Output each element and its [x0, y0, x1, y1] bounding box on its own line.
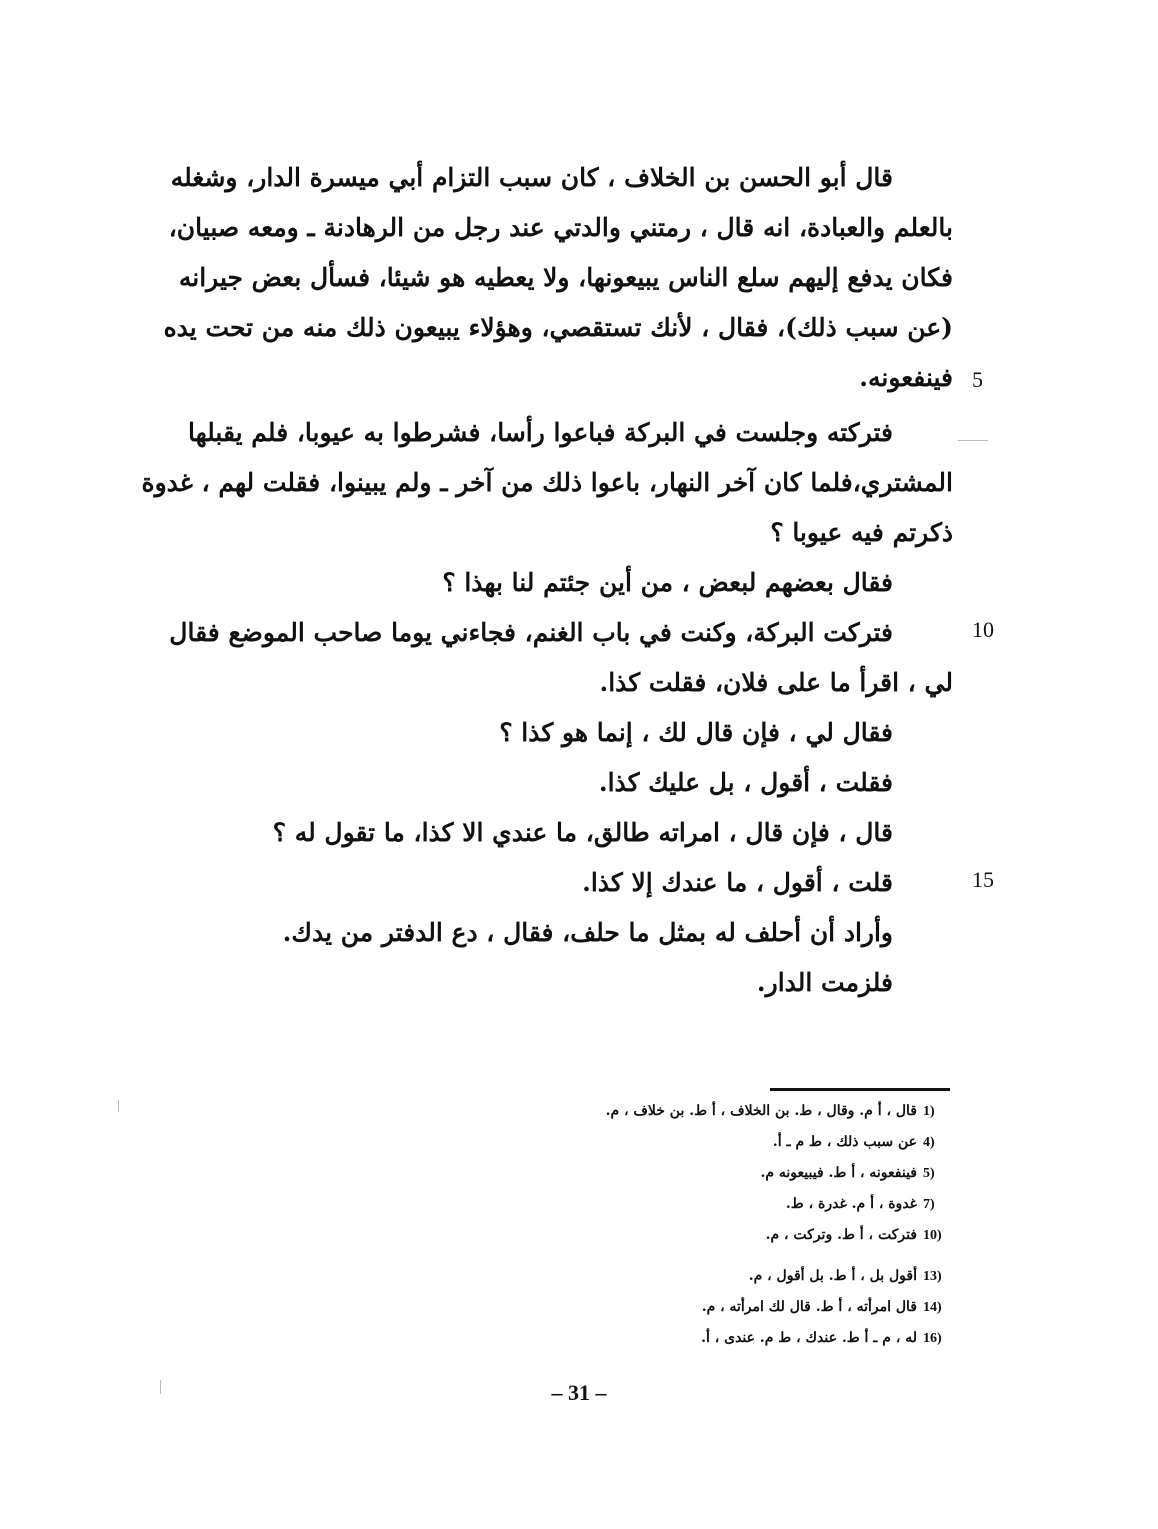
footnote — [393, 1160, 953, 1191]
body-line: فلزمت الدار. — [756, 968, 893, 997]
footnote — [393, 1294, 953, 1325]
body-line: فكان يدفع إليهم سلع الناس يبيعونها، ولا يعطيه هو شيئا، فسأل بعض جيرانه — [178, 263, 953, 292]
footnote-text: فتركت ، أ ط. وتركت ، م. — [765, 1227, 917, 1243]
footnote-text: فينفعونه ، أ ط. فيبيعونه م. — [760, 1165, 917, 1181]
footnote-text: قال امرأته ، أ ط. قال لك امرأته ، م. — [701, 1299, 917, 1315]
body-line: فتركت البركة، وكنت في باب الغنم، فجاءني يوما صاحب الموضع فقال — [169, 618, 893, 647]
footnote-number: 1) — [923, 1104, 935, 1119]
body-line: المشتري،فلما كان آخر النهار، باعوا ذلك من آخر ـ ولم يبينوا، فقلت لهم ، غدوة — [141, 468, 953, 497]
line-number: 15 — [972, 867, 994, 892]
body-line: فقلت ، أقول ، بل عليك كذا. — [598, 768, 893, 797]
body-line: قلت ، أقول ، ما عندك إلا كذا. — [582, 868, 893, 897]
footnote-number: 7) — [923, 1197, 935, 1212]
footnote-number: 14) — [923, 1300, 942, 1315]
line-number: 5 — [972, 367, 983, 392]
footnote — [393, 1325, 953, 1356]
footnote-text: أقول بل ، أ ط. بل أقول ، م. — [748, 1268, 917, 1284]
footnote-number: 13) — [923, 1269, 942, 1284]
footnote-text: غدوة ، أ م. غدرة ، ط. — [785, 1196, 917, 1212]
footnote — [393, 1263, 953, 1294]
footnote-number: 5) — [923, 1166, 935, 1181]
body-line: فقال لي ، فإن قال لك ، إنما هو كذا ؟ — [499, 718, 893, 747]
footnote-text: عن سبب ذلك ، ط م ـ أ. — [772, 1134, 917, 1150]
body-line: قال أبو الحسن بن الخلاف ، كان سبب التزام أبي ميسرة الدار، وشغله — [170, 163, 893, 192]
body-line: فقال بعضهم لبعض ، من أين جئتم لنا بهذا ؟ — [442, 568, 893, 597]
footnotes — [393, 1098, 953, 1356]
body-line: (عن سبب ذلك)، فقال ، لأنك تستقصي، وهؤلاء يبيعون ذلك منه من تحت يده — [163, 313, 953, 342]
scan-speck — [118, 1100, 119, 1112]
footnote-text: له ، م ـ أ ط. عندك ، ط م. عندى ، أ. — [701, 1330, 917, 1346]
body-line: بالعلم والعبادة، انه قال ، رمتني والدتي عند رجل من الرهادنة ـ ومعه صبيان، — [168, 213, 953, 242]
body-line: قال ، فإن قال ، امراته طالق، ما عندي الا كذا، ما تقول له ؟ — [272, 818, 893, 847]
body-line: ذكرتم فيه عيوبا ؟ — [770, 518, 953, 547]
body-line: لي ، اقرأ ما على فلان، فقلت كذا. — [599, 668, 953, 697]
footnote-text: قال ، أ م. وقال ، ط. بن الخلاف ، أ ط. بن خلاف ، م. — [605, 1103, 917, 1119]
footnote-separator — [770, 1088, 950, 1091]
footnote — [393, 1222, 953, 1253]
scan-speck — [160, 1380, 161, 1394]
footnote — [393, 1098, 953, 1129]
body-line: فتركته وجلست في البركة فباعوا رأسا، فشرطوا به عيوبا، فلم يقبلها — [188, 418, 893, 447]
body-line: وأراد أن أحلف له بمثل ما حلف، فقال ، دع الدفتر من يدك. — [282, 918, 893, 947]
body-line: فينفعونه. — [859, 363, 953, 392]
footnote-number: 4) — [923, 1135, 935, 1150]
footnote-number: 16) — [923, 1331, 942, 1346]
page-number: – 31 – — [551, 1380, 607, 1405]
footnote — [393, 1191, 953, 1222]
footnote-number: 10) — [923, 1228, 942, 1243]
footnote — [393, 1129, 953, 1160]
scan-speck — [958, 440, 988, 441]
line-number: 10 — [972, 617, 994, 642]
